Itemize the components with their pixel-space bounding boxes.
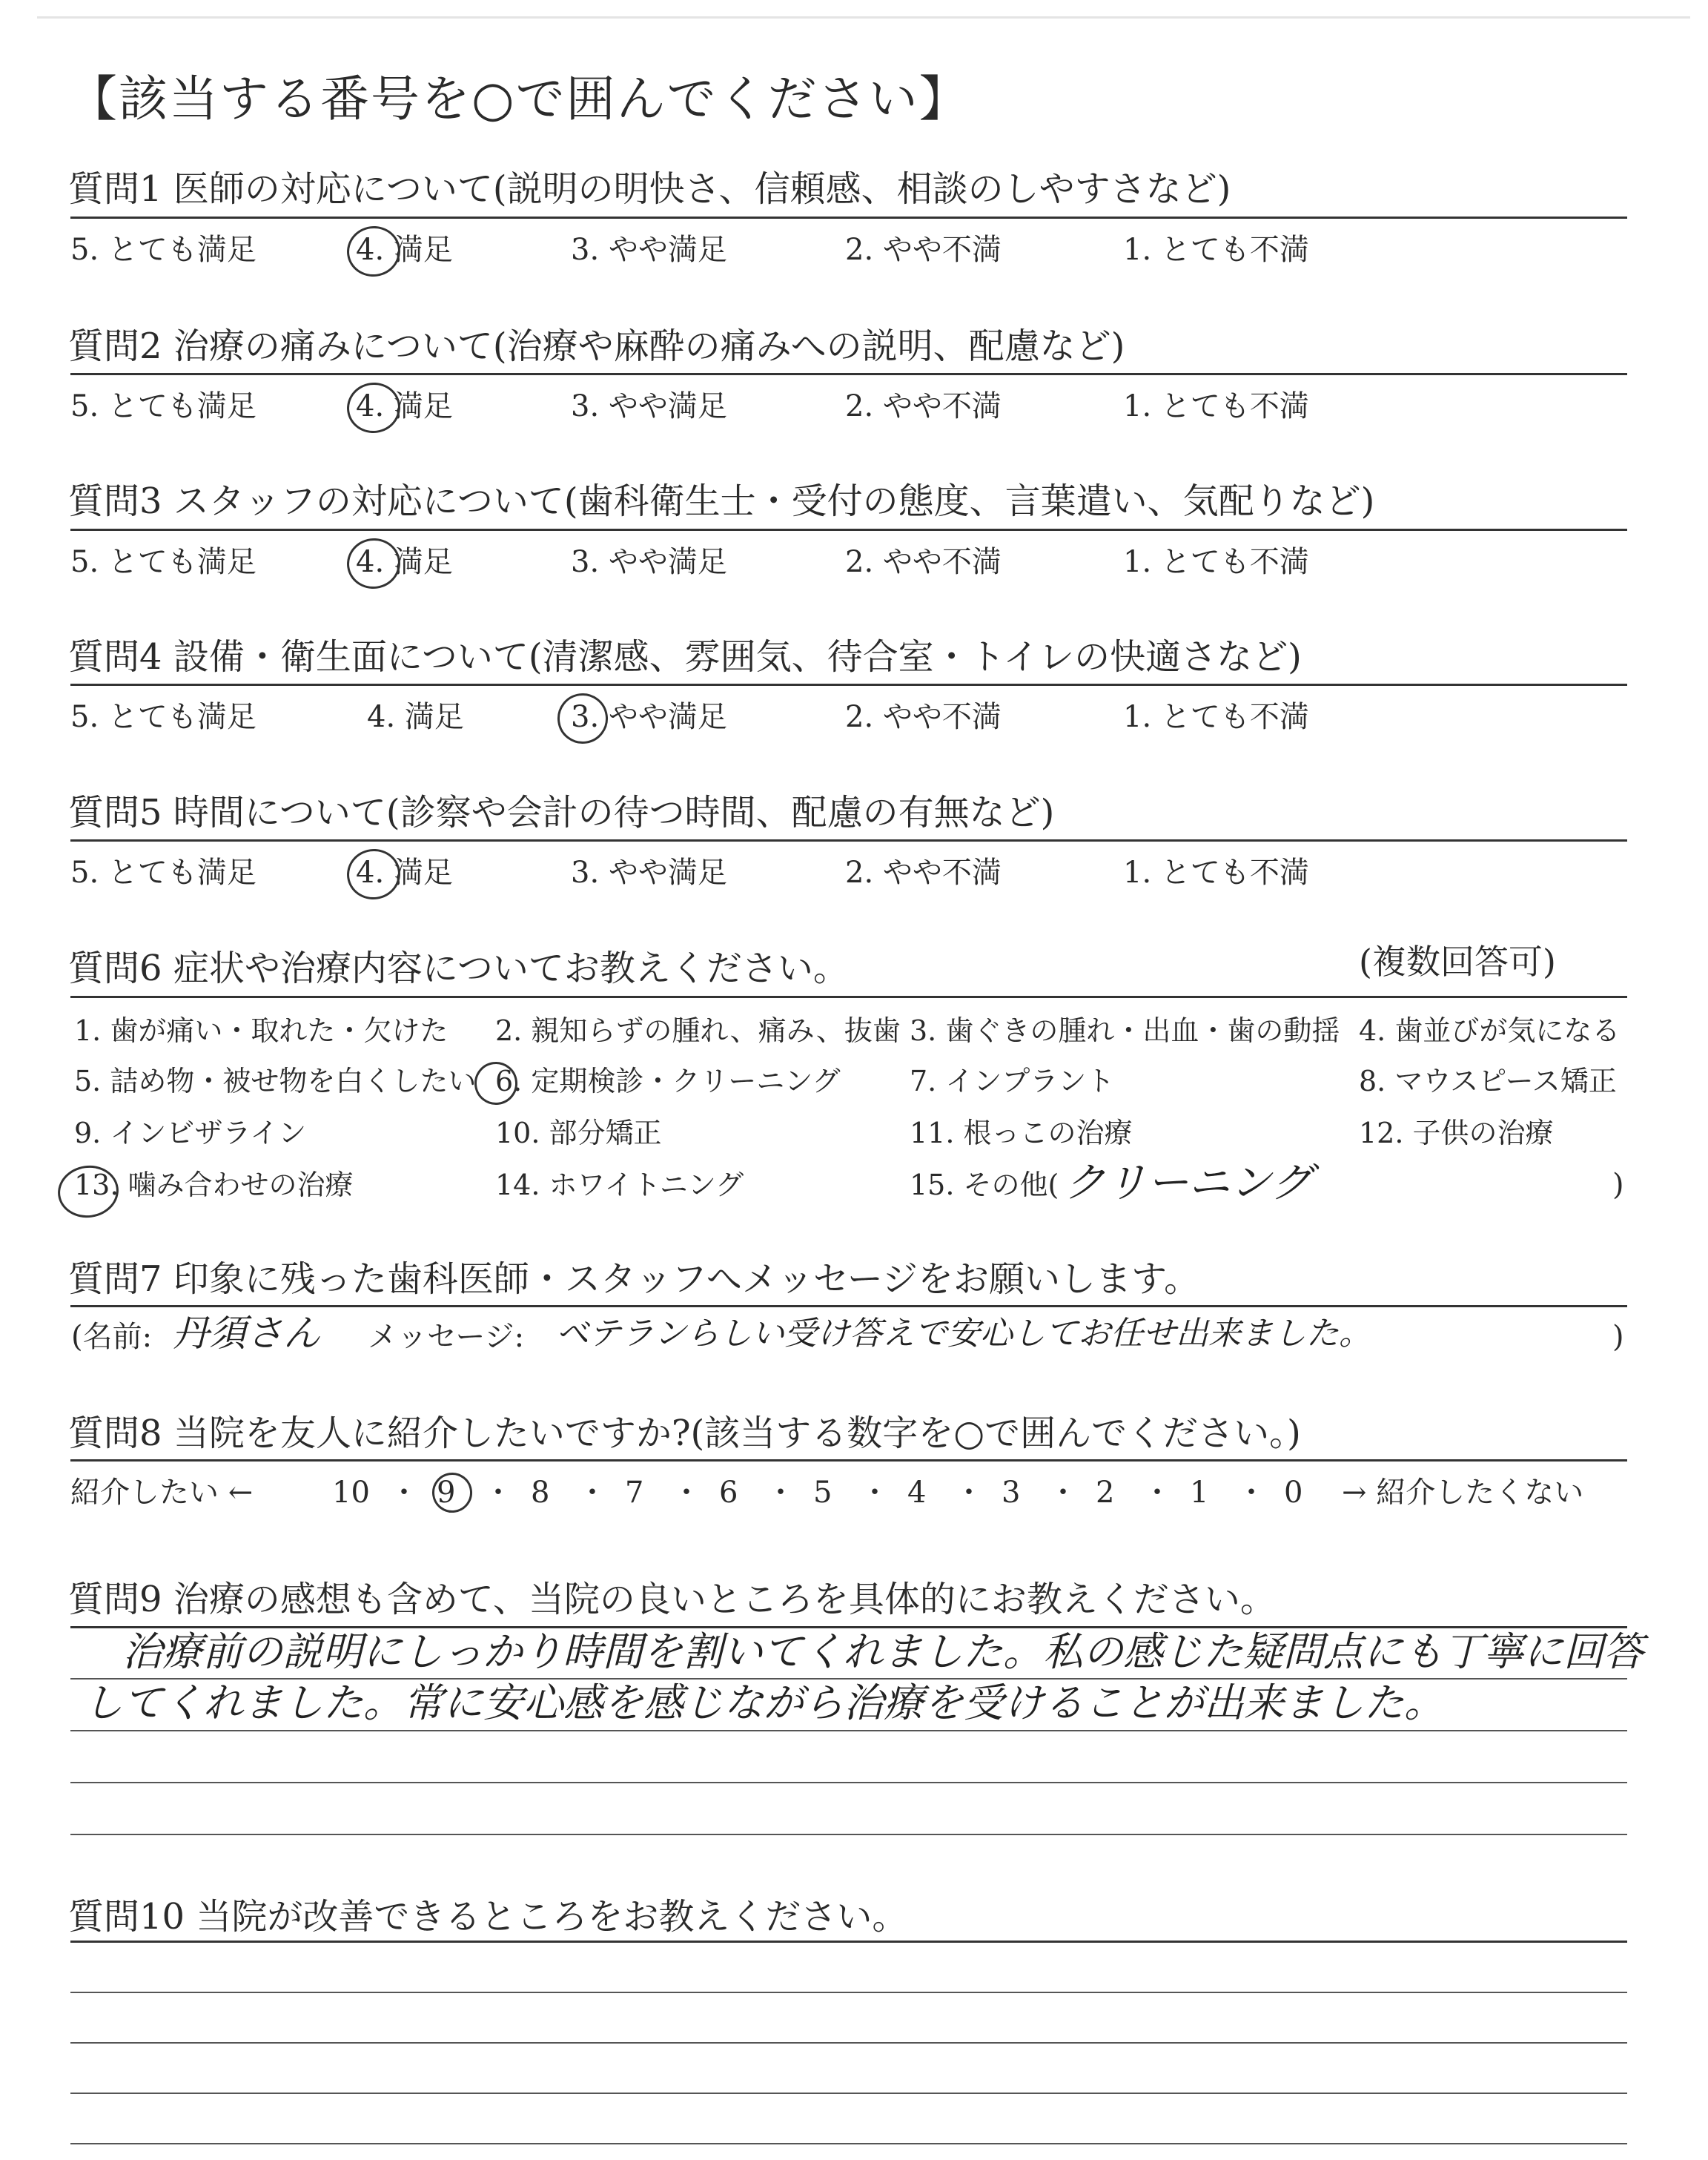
q5-option-4[interactable]: 4. 満足 bbox=[356, 856, 453, 890]
question-4-rule bbox=[70, 684, 1627, 686]
q3-option-3[interactable]: 3. やや満足 bbox=[571, 545, 727, 579]
q9-answer-line-2: してくれました。常に安心感を感じながら治療を受けることが出来ました。 bbox=[83, 1680, 1444, 1726]
q8-scale-10[interactable]: 10 bbox=[332, 1476, 370, 1510]
question-10-label: 質問10 bbox=[68, 1896, 185, 1938]
q8-scale-6[interactable]: 6 bbox=[719, 1476, 738, 1510]
multiple-answers-note: (複数回答可) bbox=[1359, 942, 1556, 982]
q10-line-3 bbox=[70, 2042, 1627, 2044]
question-9-text: 治療の感想も含めて、当院の良いところを具体的にお教えください。 bbox=[173, 1579, 1276, 1620]
question-10-rule bbox=[70, 1941, 1627, 1943]
q10-line-5 bbox=[70, 2143, 1627, 2144]
question-3-text: スタッフの対応について(歯科衛生士・受付の態度、言葉遣い、気配りなど) bbox=[173, 480, 1375, 522]
q9-line-4 bbox=[70, 1782, 1627, 1783]
q6-option-2[interactable]: 2. 親知らずの腫れ、痛み、抜歯 bbox=[495, 1014, 901, 1047]
q8-scale-separator: ・ bbox=[954, 1476, 984, 1510]
question-10-text: 当院が改善できるところをお教えください。 bbox=[196, 1896, 908, 1938]
question-2 bbox=[68, 324, 1125, 369]
q4-option-1[interactable]: 1. とても不満 bbox=[1123, 700, 1309, 734]
question-6-text: 症状や治療内容についてお教えください。 bbox=[173, 948, 849, 989]
q6-option-4[interactable]: 4. 歯並びが気になる bbox=[1359, 1014, 1621, 1047]
question-3-label: 質問3 bbox=[68, 480, 162, 522]
q10-line-2 bbox=[70, 1992, 1627, 1993]
q8-left-label: 紹介したい ← bbox=[70, 1476, 254, 1510]
q8-scale-separator: ・ bbox=[1142, 1476, 1172, 1510]
q9-line-3 bbox=[70, 1730, 1627, 1731]
q4-option-4[interactable]: 4. 満足 bbox=[367, 700, 464, 734]
q2-option-3[interactable]: 3. やや満足 bbox=[571, 389, 727, 423]
q4-option-5[interactable]: 5. とても満足 bbox=[70, 700, 256, 734]
q8-scale-2[interactable]: 2 bbox=[1096, 1476, 1115, 1510]
q6-option-11[interactable]: 11. 根っこの治療 bbox=[910, 1117, 1133, 1149]
question-1-text: 医師の対応について(説明の明快さ、信頼感、相談のしやすさなど) bbox=[173, 168, 1231, 210]
q8-right-label: → 紹介したくない bbox=[1342, 1476, 1584, 1510]
q1-option-1[interactable]: 1. とても不満 bbox=[1123, 233, 1309, 267]
question-9-label: 質問9 bbox=[68, 1579, 162, 1620]
q6-option-15[interactable]: 15. その他( bbox=[910, 1169, 1059, 1201]
question-6-rule bbox=[70, 996, 1627, 998]
top-border bbox=[37, 16, 1690, 19]
question-7-label: 質問7 bbox=[68, 1258, 162, 1300]
q7-message-label: メッセージ: bbox=[368, 1320, 525, 1354]
q8-scale-separator: ・ bbox=[389, 1476, 419, 1510]
q6-option-3[interactable]: 3. 歯ぐきの腫れ・出血・歯の動揺 bbox=[910, 1014, 1340, 1047]
form-title: 【該当する番号を○で囲んでください】 bbox=[68, 70, 970, 128]
q8-scale-separator: ・ bbox=[483, 1476, 513, 1510]
q4-option-3[interactable]: 3. やや満足 bbox=[571, 700, 727, 734]
q6-option-10[interactable]: 10. 部分矯正 bbox=[495, 1117, 662, 1149]
q5-option-2[interactable]: 2. やや不満 bbox=[845, 856, 1002, 890]
q1-option-5[interactable]: 5. とても満足 bbox=[70, 233, 256, 267]
question-3 bbox=[68, 479, 1374, 524]
q2-option-5[interactable]: 5. とても満足 bbox=[70, 389, 256, 423]
question-4 bbox=[68, 635, 1302, 679]
q3-option-1[interactable]: 1. とても不満 bbox=[1123, 545, 1309, 579]
q5-option-1[interactable]: 1. とても不満 bbox=[1123, 856, 1309, 890]
q2-option-2[interactable]: 2. やや不満 bbox=[845, 389, 1002, 423]
q6-option-7[interactable]: 7. インプラント bbox=[910, 1065, 1115, 1097]
q6-option-9[interactable]: 9. インビザライン bbox=[74, 1117, 307, 1149]
q8-scale-8[interactable]: 8 bbox=[531, 1476, 550, 1510]
question-8 bbox=[68, 1411, 1301, 1456]
question-1 bbox=[68, 167, 1231, 211]
question-2-rule bbox=[70, 373, 1627, 375]
q8-scale-separator: ・ bbox=[860, 1476, 890, 1510]
q9-line-5 bbox=[70, 1834, 1627, 1835]
q8-scale-5[interactable]: 5 bbox=[813, 1476, 833, 1510]
question-6 bbox=[68, 946, 849, 991]
q8-scale-3[interactable]: 3 bbox=[1002, 1476, 1021, 1510]
q6-option-5[interactable]: 5. 詰め物・被せ物を白くしたい bbox=[74, 1065, 477, 1097]
q7-name-label: (名前: bbox=[71, 1320, 153, 1354]
q6-option-1[interactable]: 1. 歯が痛い・取れた・欠けた bbox=[74, 1014, 448, 1047]
question-4-label: 質問4 bbox=[68, 636, 162, 678]
q8-scale-separator: ・ bbox=[1237, 1476, 1266, 1510]
q8-scale-separator: ・ bbox=[1048, 1476, 1078, 1510]
q6-other-close-paren: ) bbox=[1612, 1168, 1624, 1202]
question-7 bbox=[68, 1257, 1199, 1301]
question-8-label: 質問8 bbox=[68, 1413, 162, 1454]
question-5-label: 質問5 bbox=[68, 792, 162, 833]
q7-message-value: ベテランらしい受け答えで安心してお任せ出来ました。 bbox=[556, 1315, 1371, 1353]
q8-scale-separator: ・ bbox=[577, 1476, 607, 1510]
q1-option-3[interactable]: 3. やや満足 bbox=[571, 233, 727, 267]
question-8-rule bbox=[70, 1459, 1627, 1462]
question-7-text: 印象に残った歯科医師・スタッフへメッセージをお願いします。 bbox=[173, 1258, 1200, 1300]
q6-option-8[interactable]: 8. マウスピース矯正 bbox=[1359, 1065, 1617, 1097]
q7-name-value: 丹須さん bbox=[172, 1312, 320, 1355]
q8-scale-7[interactable]: 7 bbox=[625, 1476, 644, 1510]
question-2-text: 治療の痛みについて(治療や麻酔の痛みへの説明、配慮など) bbox=[173, 326, 1125, 367]
q8-scale-4[interactable]: 4 bbox=[907, 1476, 927, 1510]
q5-option-5[interactable]: 5. とても満足 bbox=[70, 856, 256, 890]
q4-option-2[interactable]: 2. やや不満 bbox=[845, 700, 1002, 734]
q6-option-6[interactable]: 6. 定期検診・クリーニング bbox=[495, 1065, 841, 1097]
question-3-rule bbox=[70, 529, 1627, 531]
q8-scale-0[interactable]: 0 bbox=[1284, 1476, 1303, 1510]
question-5-rule bbox=[70, 839, 1627, 842]
q3-option-4[interactable]: 4. 満足 bbox=[356, 545, 453, 579]
question-8-text: 当院を友人に紹介したいですか?(該当する数字を○で囲んでください。) bbox=[173, 1413, 1301, 1454]
q6-option-12[interactable]: 12. 子供の治療 bbox=[1359, 1117, 1554, 1149]
q10-line-4 bbox=[70, 2093, 1627, 2094]
q8-scale-1[interactable]: 1 bbox=[1190, 1476, 1209, 1510]
q3-option-2[interactable]: 2. やや不満 bbox=[845, 545, 1002, 579]
question-1-rule bbox=[70, 217, 1627, 219]
q8-scale-separator: ・ bbox=[766, 1476, 795, 1510]
question-6-label: 質問6 bbox=[68, 948, 162, 989]
question-9 bbox=[68, 1577, 1276, 1622]
question-5-text: 時間について(診察や会計の待つ時間、配慮の有無など) bbox=[173, 792, 1055, 833]
q6-option-13[interactable]: 13. 噛み合わせの治療 bbox=[74, 1169, 354, 1201]
question-5 bbox=[68, 790, 1054, 835]
question-10 bbox=[68, 1895, 907, 1939]
q8-scale-9[interactable]: 9 bbox=[437, 1476, 456, 1510]
question-7-rule bbox=[70, 1305, 1627, 1307]
q6-option-14[interactable]: 14. ホワイトニング bbox=[495, 1169, 744, 1201]
q6-other-answer: クリーニング bbox=[1064, 1159, 1312, 1207]
q9-answer-line-1: 治療前の説明にしっかり時間を割いてくれました。私の感じた疑問点にも丁寧に回答 bbox=[122, 1628, 1644, 1675]
question-2-label: 質問2 bbox=[68, 326, 162, 367]
q7-close-paren: ) bbox=[1612, 1320, 1624, 1354]
q2-option-4[interactable]: 4. 満足 bbox=[356, 389, 453, 423]
question-1-label: 質問1 bbox=[68, 168, 162, 210]
q2-option-1[interactable]: 1. とても不満 bbox=[1123, 389, 1309, 423]
q8-scale-separator: ・ bbox=[672, 1476, 701, 1510]
question-4-text: 設備・衛生面について(清潔感、雰囲気、待合室・トイレの快適さなど) bbox=[173, 636, 1302, 678]
q1-option-4[interactable]: 4. 満足 bbox=[356, 233, 453, 267]
q3-option-5[interactable]: 5. とても満足 bbox=[70, 545, 256, 579]
q5-option-3[interactable]: 3. やや満足 bbox=[571, 856, 727, 890]
q1-option-2[interactable]: 2. やや不満 bbox=[845, 233, 1002, 267]
